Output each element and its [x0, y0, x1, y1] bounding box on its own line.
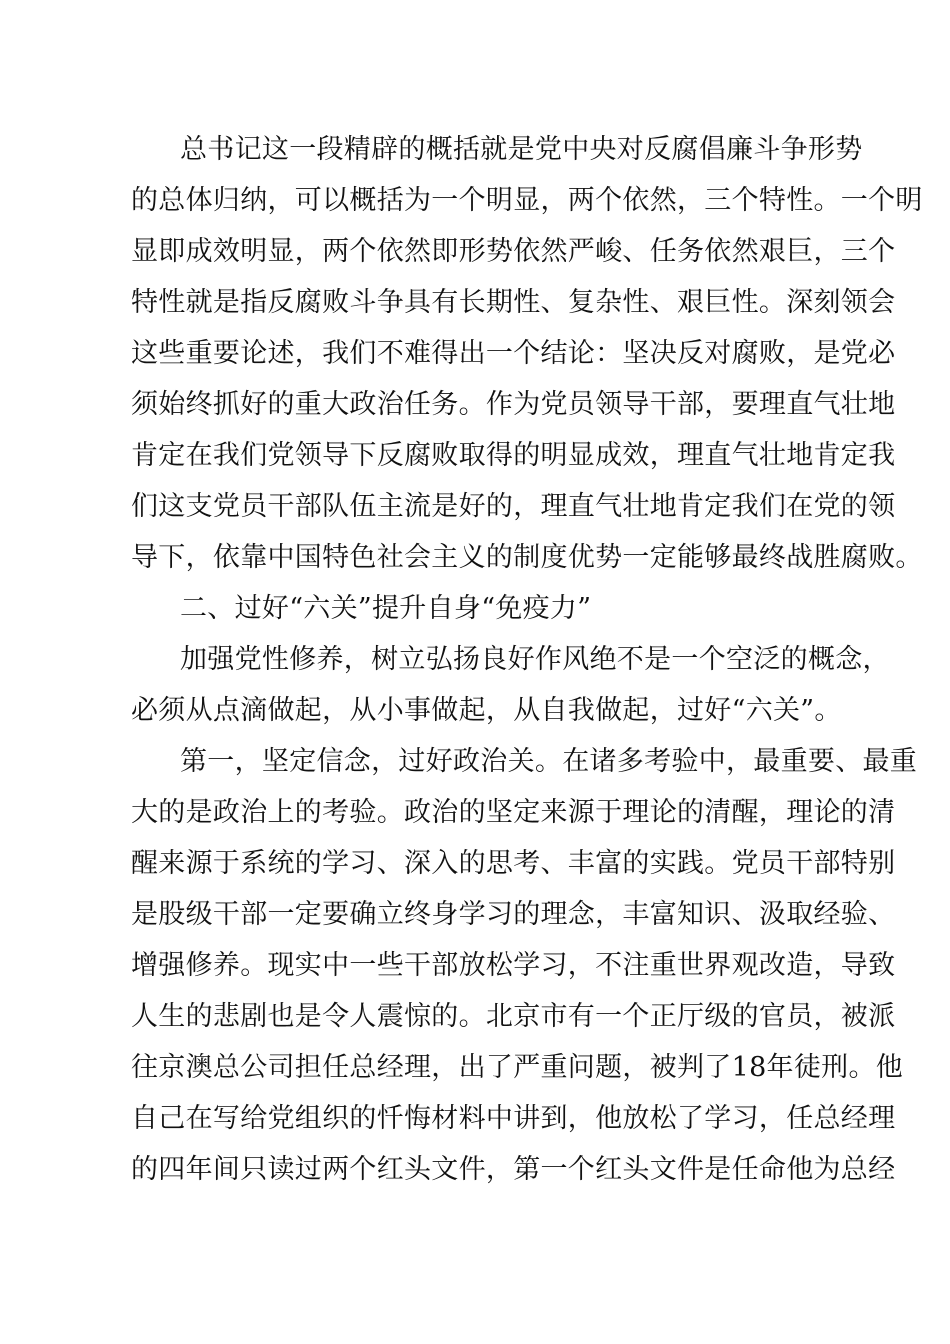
paragraph-3-line-8: 自己在写给党组织的忏悔材料中讲到，他放松了学习，任总经理: [131, 1103, 896, 1134]
paragraph-1-line-4: 特性就是指反腐败斗争具有长期性、复杂性、艰巨性。深刻领会: [131, 287, 896, 318]
paragraph-1-line-5: 这些重要论述，我们不难得出一个结论：坚决反对腐败，是党必: [131, 338, 896, 369]
paragraph-3-line-1: 第一，坚定信念，过好政治关。在诸多考验中，最重要、最重: [180, 746, 918, 777]
paragraph-3-line-6: 人生的悲剧也是令人震惊的。北京市有一个正厅级的官员，被派: [131, 1001, 896, 1032]
paragraph-1-line-1: 总书记这一段精辟的概括就是党中央对反腐倡廉斗争形势: [180, 134, 863, 165]
paragraph-3-line-4: 是股级干部一定要确立终身学习的理念，丰富知识、汲取经验、: [131, 899, 896, 930]
paragraph-1-line-2: 的总体归纳，可以概括为一个明显，两个依然，三个特性。一个明: [131, 185, 923, 216]
paragraph-1-line-6: 须始终抓好的重大政治任务。作为党员领导干部，要理直气壮地: [131, 389, 896, 420]
paragraph-3-line-2: 大的是政治上的考验。政治的坚定来源于理论的清醒，理论的清: [131, 797, 896, 828]
paragraph-1-line-9: 导下，依靠中国特色社会主义的制度优势一定能够最终战胜腐败。: [131, 542, 923, 573]
paragraph-3-line-5: 增强修养。现实中一些干部放松学习，不注重世界观改造，导致: [131, 950, 896, 981]
paragraph-3-line-7: 往京澳总公司担任总经理，出了严重问题，被判了18年徒刑。他: [131, 1052, 904, 1083]
paragraph-3-line-9: 的四年间只读过两个红头文件，第一个红头文件是任命他为总经: [131, 1154, 896, 1185]
section-heading: 二、过好“六关”提升自身“免疫力”: [180, 593, 592, 624]
paragraph-1-line-3: 显即成效明显，两个依然即形势依然严峻、任务依然艰巨，三个: [131, 236, 896, 267]
paragraph-2-line-2: 必须从点滴做起，从小事做起，从自我做起，过好“六关”。: [131, 695, 842, 726]
paragraph-1-line-8: 们这支党员干部队伍主流是好的，理直气壮地肯定我们在党的领: [131, 491, 896, 522]
paragraph-2-line-1: 加强党性修养，树立弘扬良好作风绝不是一个空泛的概念，: [180, 644, 890, 675]
paragraph-1-line-7: 肯定在我们党领导下反腐败取得的明显成效，理直气壮地肯定我: [131, 440, 896, 471]
paragraph-3-line-3: 醒来源于系统的学习、深入的思考、丰富的实践。党员干部特别: [131, 848, 896, 879]
